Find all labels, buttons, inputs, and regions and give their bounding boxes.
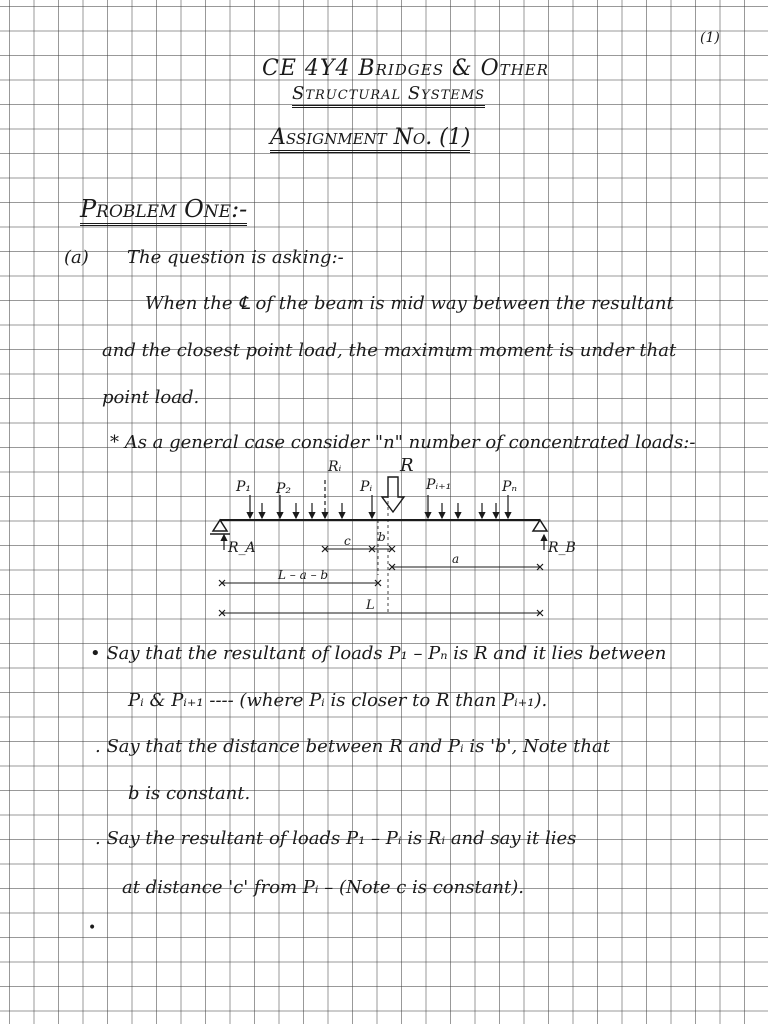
problem-line: point load. (102, 387, 200, 408)
problem-line: When the ℄ of the beam is mid way between the resultant (145, 293, 674, 314)
label-pn: Pₙ (502, 479, 518, 495)
problem-line: * As a general case consider "n" number of concentrated loads:- (110, 432, 696, 453)
label-r: R (400, 455, 414, 476)
problem-line: and the closest point load, the maximum moment is under that (102, 340, 677, 361)
label-pi: Pᵢ (360, 479, 373, 495)
trailing-bullet: • (88, 920, 97, 936)
label-ra: R_A (228, 540, 256, 556)
course-subtitle: Structural Systems (292, 83, 485, 108)
beam-diagram (200, 455, 590, 625)
part-label: (a) (64, 247, 89, 268)
bullet-line: • Say that the resultant of loads P₁ – Pₙ is R and it lies between (90, 643, 667, 664)
label-l: L (366, 598, 375, 613)
label-a: a (452, 552, 460, 566)
label-c: c (344, 534, 351, 548)
bullet-line: . Say the resultant of loads P₁ – Pᵢ is Rᵢ and say it lies (95, 828, 577, 849)
label-b: b (378, 530, 386, 544)
left-support (210, 520, 230, 534)
assignment-title: Assignment No. (1) (270, 125, 470, 153)
bullet-line: Pᵢ & Pᵢ₊₁ ---- (where Pᵢ is closer to R than Pᵢ₊₁). (128, 690, 548, 711)
course-title: CE 4Y4 Bridges & Other (262, 56, 549, 81)
label-p1: P₁ (236, 479, 252, 495)
bullet-line: b is constant. (128, 783, 251, 804)
page-number: (1) (700, 30, 720, 46)
resultant-arrow (382, 477, 404, 512)
bullet-line: . Say that the distance between R and Pᵢ is 'b', Note that (95, 736, 610, 757)
dimension-lines (222, 549, 540, 613)
bullet-line: at distance 'c' from Pᵢ – (Note c is constant). (122, 877, 525, 898)
label-p2: P₂ (276, 481, 292, 497)
right-support (533, 520, 547, 531)
problem-heading: Problem One:- (80, 195, 247, 226)
label-l-minus-a-b: L – a – b (278, 568, 329, 582)
label-rb: R_B (548, 540, 576, 556)
label-ri: Rᵢ (328, 459, 342, 475)
label-pi1: Pᵢ₊₁ (426, 477, 452, 493)
problem-line: The question is asking:- (127, 247, 344, 268)
